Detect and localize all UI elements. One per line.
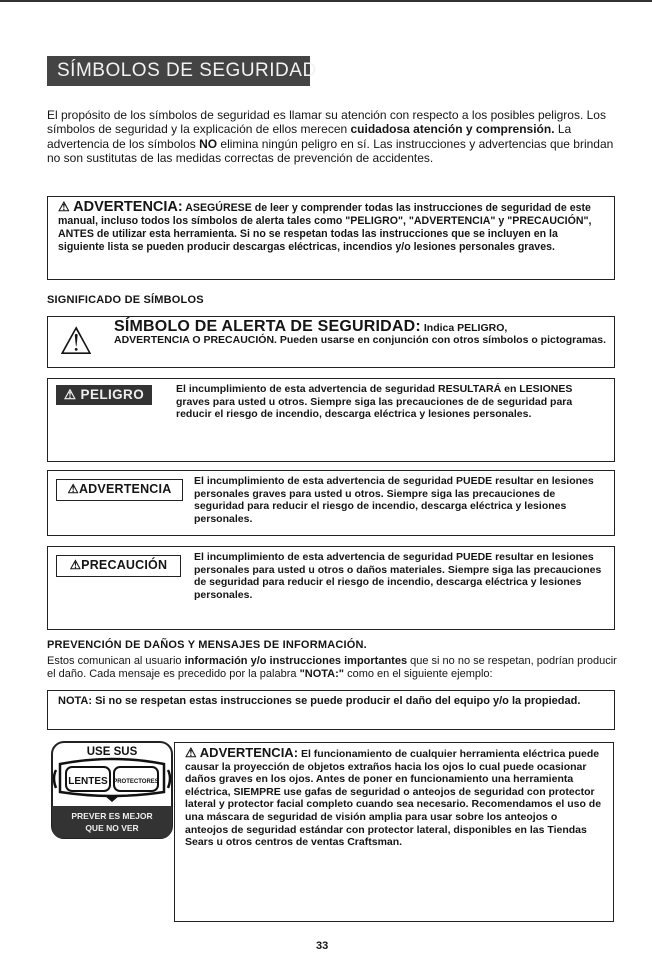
note-box: NOTA: Si no se respetan estas instrucciones se puede producir el daño del equipo y/o la propiedad. [47, 690, 615, 730]
warning-box2-lead [185, 745, 298, 760]
warning-triangle-icon: ⚠ [185, 745, 197, 760]
symbol-box-advertencia [47, 470, 615, 536]
warning-triangle-icon: ⚠ [58, 199, 70, 214]
goggles-right-text: PROTECTORES [113, 779, 159, 785]
peligro-badge: ⚠ PELIGRO [56, 385, 152, 405]
intro-bold-2: NO [199, 136, 218, 151]
warning-box-eye-protection [174, 742, 614, 922]
intro-text-1: El propósito de los símbolos de seguridad es llamar su atención con respecto a los posibles peligros. Los símbolos de seguridad y la explicación de ellos merecen [47, 108, 606, 137]
advertencia-text: El incumplimiento de esta advertencia de seguridad PUEDE resultar en lesiones personales graves para usted u otros. Siempre siga las precauciones de seguridad para reducir el riesgo de incendio, descarga eléctrica y lesiones personales. [194, 475, 594, 525]
goggles-left-text: LENTES [68, 776, 108, 787]
prevention-bold-1: información y/o instrucciones importantes [184, 655, 408, 667]
alert-symbol-box [47, 316, 615, 368]
advertencia-badge: ⚠ADVERTENCIA [56, 479, 183, 501]
prevention-text-2: que si no no se respetan, podrían producir el daño. Cada mensaje es precedido por la palabra [47, 655, 617, 681]
alert-symbol-title: SÍMBOLO DE ALERTA DE SEGURIDAD: [114, 318, 421, 335]
intro-text-3: elimina ningún peligro en sí. Las instrucciones y advertencias que brindan no son sustitutas de las medidas correctas de prevención de accidentes. [47, 136, 614, 166]
peligro-text: El incumplimiento de esta advertencia de seguridad RESULTARÁ en LESIONES graves para usted u otros. Siempre siga las precauciones de de seguridad para reducir el riesgo de incendio, descarga eléctrica y lesiones personales. [176, 383, 573, 421]
prevention-text-3: como en el siguiente ejemplo: [344, 668, 493, 681]
alert-symbol-description: ADVERTENCIA O PRECAUCIÓN. Pueden usarse en conjunción con otros símbolos o pictogramas. [114, 334, 607, 346]
prevention-bold-2: "NOTA:" [299, 668, 345, 681]
goggles-line-1: PREVER ES MEJOR [71, 811, 153, 821]
prevention-text-1: Estos comunican al usuario [47, 655, 185, 667]
symbol-box-precaucion [47, 546, 615, 630]
warning-box-lead [58, 199, 183, 215]
safety-goggles-icon [50, 740, 174, 840]
warning-box2-title: ADVERTENCIA: [199, 745, 299, 760]
precaucion-text: El incumplimiento de esta advertencia de seguridad PUEDE resultar en lesiones personales para usted u otros o daños materiales. Siempre siga las precauciones de seguridad para reducir el riesgo de incendio, descarga eléctrica y lesiones personales. [194, 551, 602, 601]
section-title-symbols: SIGNIFICADO DE SÍMBOLOS [47, 294, 204, 306]
symbol-box-peligro [47, 378, 615, 462]
alert-symbol-title-rest: Indica PELIGRO, [420, 322, 508, 334]
prevention-paragraph [47, 655, 617, 681]
page-title: SÍMBOLOS DE SEGURIDAD [47, 56, 310, 86]
intro-paragraph [47, 108, 617, 166]
top-rule [0, 0, 652, 2]
page-number: 33 [316, 940, 329, 952]
alert-symbol-text [114, 318, 609, 346]
precaucion-badge: ⚠PRECAUCIÓN [56, 555, 181, 577]
goggles-line-2: QUE NO VER [85, 823, 139, 833]
warning-box-title: ADVERTENCIA: [73, 199, 183, 215]
warning-box2-text: El funcionamiento de cualquier herramienta eléctrica puede causar la proyección de objetos extraños hacia los ojos lo cual puede ocasionar daños graves en los ojos. Antes de poner en funcionamiento una herramienta eléctrica, SIEMPRE use gafas de seguridad o anteojos de seguridad con protector lateral y protector facial completo cuando sea necesario. Recomendamos el uso de una máscara de seguridad de visión amplia para usar sobre los anteojos o anteojos de seguridad estándar con protector lateral, disponibles en las Tiendas Sears u otros centros de ventas Craftsman. [185, 748, 602, 849]
goggles-top-text: USE SUS [86, 746, 138, 758]
warning-box-read-instructions [47, 196, 615, 280]
intro-text-2: La advertencia de los símbolos [47, 122, 572, 151]
alert-triangle-icon: ⚠ [59, 321, 94, 363]
intro-bold-1: cuidadosa atención y comprensión. [350, 122, 555, 137]
warning-box-text: ASEGÚRESE de leer y comprender todas las instrucciones de seguridad de este manual, incluso todos los símbolos de alerta tales como "PELIGRO", "ADVERTENCIA" y "PRECAUCIÓN", ANTES de utilizar esta herramienta. Si no se respetan todas las instrucciones que se incluyen en la siguiente lista se pueden producir descargas eléctricas, incendios y/o lesiones personales graves. [58, 202, 592, 253]
section-title-prevention: PREVENCIÓN DE DAÑOS Y MENSAJES DE INFORMACIÓN. [47, 639, 367, 651]
